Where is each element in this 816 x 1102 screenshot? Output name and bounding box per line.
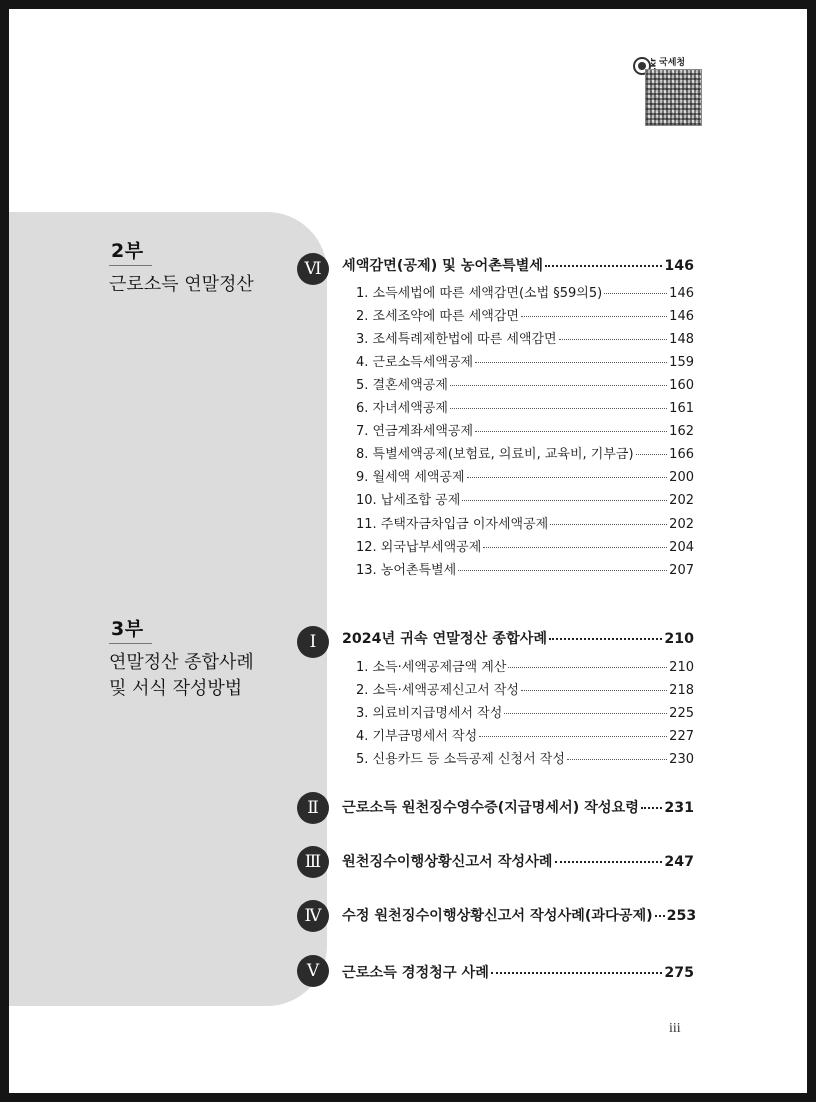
section-page: 275 — [664, 965, 694, 981]
item-title: 5. 신용카드 등 소득공제 신청서 작성 — [356, 752, 565, 767]
nts-logo — [631, 55, 711, 131]
toc-item[interactable] — [356, 443, 694, 462]
toc-section-heading[interactable] — [342, 797, 694, 817]
toc-item[interactable] — [356, 656, 694, 675]
toc-section-heading[interactable] — [342, 905, 697, 925]
dot-leader — [559, 338, 668, 340]
section-numeral-badge: Ⅰ — [297, 626, 329, 658]
section-title: 근로소득 경정청구 사례 — [342, 965, 489, 981]
toc-item[interactable] — [356, 420, 694, 439]
item-page: 159 — [669, 355, 694, 371]
dot-leader — [504, 712, 667, 714]
item-page: 146 — [669, 286, 694, 301]
toc-item[interactable] — [356, 679, 694, 698]
item-page: 161 — [669, 401, 694, 417]
section-page: 210 — [664, 631, 694, 647]
toc-item[interactable] — [356, 489, 694, 508]
item-page: 207 — [669, 562, 694, 578]
section-numeral-badge: Ⅴ — [297, 955, 329, 987]
item-page: 146 — [669, 309, 694, 325]
item-page: 202 — [669, 516, 694, 532]
item-title: 6. 자녀세액공제 — [356, 401, 448, 417]
dot-leader — [483, 546, 667, 548]
item-page: 160 — [669, 378, 694, 394]
section-title: 수정 원천징수이행상황신고서 작성사례(과다공제) — [342, 908, 653, 924]
qr-code-icon — [645, 69, 702, 126]
part-3 — [109, 614, 254, 702]
item-page: 230 — [669, 752, 694, 767]
item-page: 148 — [669, 332, 694, 348]
item-title: 1. 소득·세액공제금액 계산 — [356, 660, 507, 675]
item-page: 202 — [669, 493, 694, 509]
item-page: 218 — [669, 683, 694, 698]
item-page: 204 — [669, 539, 694, 555]
item-title: 7. 연금계좌세액공제 — [356, 424, 473, 440]
item-title: 3. 의료비지급명세서 작성 — [356, 706, 503, 721]
toc-item[interactable] — [356, 725, 694, 744]
dot-leader — [475, 430, 667, 432]
section-title: 2024년 귀속 연말정산 종합사례 — [342, 631, 548, 647]
toc-section-heading[interactable] — [342, 962, 694, 982]
dot-leader — [655, 914, 665, 917]
section-numeral-badge: Ⅳ — [297, 900, 329, 932]
dot-leader — [458, 569, 667, 571]
item-page: 162 — [669, 424, 694, 440]
dot-leader — [545, 264, 662, 267]
dot-leader — [450, 407, 667, 409]
section-page: 253 — [666, 908, 697, 924]
section-page: 146 — [664, 258, 694, 274]
item-title: 12. 외국납부세액공제 — [356, 539, 482, 555]
side-panel — [9, 212, 327, 1006]
item-title: 9. 월세액 세액공제 — [356, 470, 465, 486]
part-title-line: 근로소득 연말정산 — [109, 274, 254, 295]
toc-item[interactable] — [356, 702, 694, 721]
item-title: 11. 주택자금차입금 이자세액공제 — [356, 516, 549, 532]
dot-leader — [475, 361, 667, 363]
logo-label: 국세청 — [659, 58, 686, 68]
dot-leader — [549, 637, 662, 640]
part-number: 3부 — [109, 614, 152, 644]
dot-leader — [636, 453, 668, 455]
part-2 — [109, 236, 254, 298]
item-title: 5. 결혼세액공제 — [356, 378, 448, 394]
toc-section-heading[interactable] — [342, 255, 694, 275]
dot-leader — [641, 806, 662, 809]
item-title: 3. 조세특례제한법에 따른 세액감면 — [356, 332, 557, 348]
item-title: 4. 기부금명세서 작성 — [356, 729, 478, 744]
item-page: 227 — [669, 729, 694, 744]
section-title: 세액감면(공제) 및 농어촌특별세 — [342, 258, 544, 274]
toc-item[interactable] — [356, 282, 694, 301]
item-title: 2. 소득·세액공제신고서 작성 — [356, 683, 519, 698]
part-number: 2부 — [109, 236, 152, 266]
toc-item[interactable] — [356, 328, 694, 347]
dot-leader — [508, 666, 667, 668]
part-title-line: 및 서식 작성방법 — [109, 678, 243, 699]
toc-item[interactable] — [356, 397, 694, 416]
section-title: 원천징수이행상황신고서 작성사례 — [342, 854, 553, 870]
dot-leader — [491, 971, 662, 974]
section-page: 231 — [664, 800, 694, 816]
toc-item[interactable] — [356, 466, 694, 485]
toc-item[interactable] — [356, 559, 694, 578]
toc-item[interactable] — [356, 748, 694, 767]
section-page: 247 — [664, 854, 694, 870]
section-numeral-badge: Ⅵ — [297, 253, 329, 285]
dot-leader — [521, 689, 667, 691]
toc-section-heading[interactable] — [342, 628, 694, 648]
dot-leader — [462, 499, 667, 501]
toc-item[interactable] — [356, 351, 694, 370]
item-page: 210 — [669, 660, 694, 675]
dot-leader — [467, 476, 668, 478]
item-title: 13. 농어촌특별세 — [356, 562, 457, 578]
toc-page — [9, 9, 807, 1093]
dot-leader — [450, 384, 667, 386]
dot-leader — [521, 315, 667, 317]
part-title — [109, 272, 254, 298]
dot-leader — [567, 758, 667, 760]
toc-item[interactable] — [356, 305, 694, 324]
dot-leader — [555, 860, 663, 863]
toc-section-heading[interactable] — [342, 851, 694, 871]
section-numeral-badge: Ⅱ — [297, 792, 329, 824]
item-title: 4. 근로소득세액공제 — [356, 355, 473, 371]
dot-leader — [604, 292, 667, 294]
section-title: 근로소득 원천징수영수증(지급명세서) 작성요령 — [342, 800, 639, 816]
item-title: 8. 특별세액공제(보험료, 의료비, 교육비, 기부금) — [356, 447, 634, 463]
item-title: 2. 조세조약에 따른 세액감면 — [356, 309, 519, 325]
dot-leader — [479, 735, 667, 737]
item-title: 10. 납세조합 공제 — [356, 493, 461, 509]
part-title-line: 연말정산 종합사례 — [109, 652, 254, 673]
dot-leader — [550, 523, 667, 525]
page-number: iii — [669, 1021, 681, 1036]
item-page: 200 — [669, 470, 694, 486]
item-page: 225 — [669, 706, 694, 721]
section-numeral-badge: Ⅲ — [297, 846, 329, 878]
part-title — [109, 650, 254, 702]
toc-item[interactable] — [356, 513, 694, 532]
item-page: 166 — [669, 447, 694, 463]
toc-item[interactable] — [356, 374, 694, 393]
item-title: 1. 소득세법에 따른 세액감면(소법 §59의5) — [356, 286, 603, 301]
toc-item[interactable] — [356, 536, 694, 555]
